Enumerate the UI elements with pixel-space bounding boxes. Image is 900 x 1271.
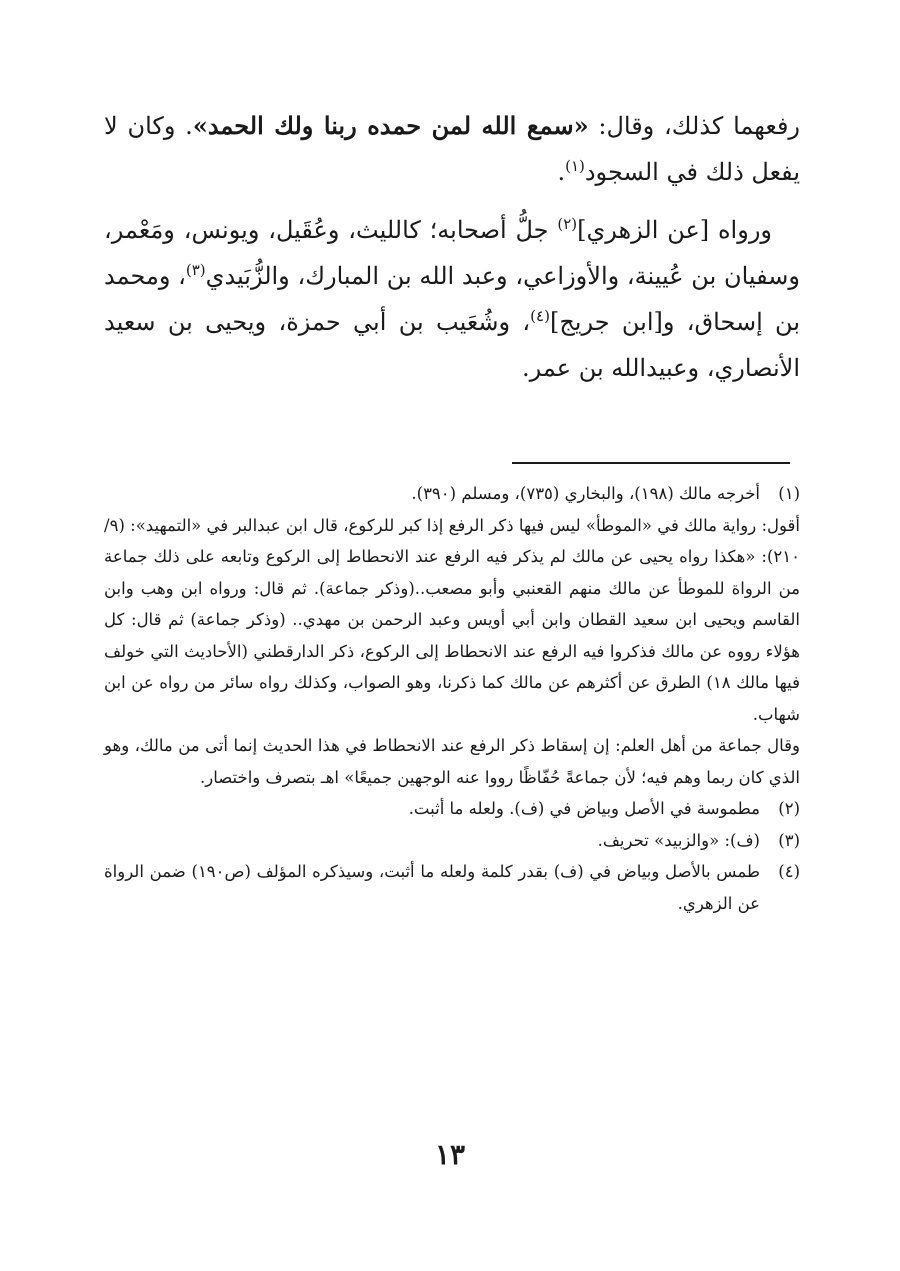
p1-quote: «سمع الله لمن حمده ربنا ولك الحمد» [192, 111, 589, 140]
footnote-separator [512, 462, 790, 464]
p1-text-end: . [557, 158, 566, 186]
footnote-number: (١) [778, 484, 800, 503]
footnote-ref-1: (١) [565, 157, 585, 175]
footnote-1-continuation: أقول: رواية مالك في «الموطأ» ليس فيها ذكر الرفع إذا كبر للركوع، قال ابن عبدالبر في «التمهيد»: (٩/ ٢١٠): «هكذا رواه يحيى عن مالك لم يذكر فيه الرفع عند الانحطاط إلى الركوع وتابعه على ذلك جماعة من الرواة للموطأ عن مالك منهم القعنبي وأبو مصعب..(وذكر جماعة). ثم قال: ورواه ابن وهب وابن القاسم ويحيى ابن سعيد القطان وابن أبي أويس وعبد الرحمن بن مهدي.. (وذكر جماعة) ثم قال: كل هؤلاء رووه عن مالك فذكروا فيه الرفع عند الانحطاط إلى الركوع، ذكر الدارقطني (الأحاديث التي خولف فيها مالك ١٨) الطرق عن أكثرهم عن مالك كما ذكرنا، وهو الصواب، وكذلك رواه سائر من رواه عن ابن شهاب. [104, 515, 800, 724]
p1-text-middle: . وكان لا يفعل ذلك في السجود [104, 112, 800, 186]
footnote-text: طمس بالأصل وبياض في (ف) بقدر كلمة ولعله ما أثبت، وسيذكره المؤلف (ص١٩٠) ضمن الرواة عن الزهري. [104, 862, 761, 913]
p1-text-start: رفعهما كذلك، وقال: [588, 112, 801, 140]
footnote-text: أخرجه مالك (١٩٨)، والبخاري (٧٣٥)، ومسلم (٣٩٠). [411, 484, 760, 503]
footnote-1 [104, 478, 800, 510]
footnote-ref-2: (٢) [557, 215, 578, 233]
footnote-number: (٣) [778, 830, 800, 850]
main-text [104, 103, 800, 391]
paragraph-2 [104, 207, 800, 391]
footnote-ref-4: (٤) [530, 307, 550, 325]
p2-text-4: ، وشُعَيب بن أبي حمزة، ويحيى بن سعيد الأنصاري، وعبيدالله بن عمر. [104, 308, 800, 382]
p2-text-1: ورواه [عن الزهري] [577, 216, 772, 244]
footnote-text: مطموسة في الأصل وبياض في (ف). ولعله ما أثبت. [408, 799, 760, 818]
footnotes [104, 478, 800, 919]
footnote-4 [104, 856, 800, 919]
page-number: ١٣ [434, 1138, 466, 1171]
footnote-3 [104, 825, 800, 857]
footnote-ref-3: (٣) [185, 261, 206, 279]
footnote-1-continuation-2: وقال جماعة من أهل العلم: إن إسقاط ذكر الرفع عند الانحطاط في هذا الحديث إنما أتى من مالك، وهو الذي كان ربما وهم فيه؛ لأن جماعةً حُفّاظًا رووا عنه الوجهين جميعًا» اهـ بتصرف واختصار. [104, 736, 800, 787]
footnote-2 [104, 793, 800, 825]
footnote-number: (٤) [778, 862, 800, 881]
footnote-number: (٢) [778, 799, 800, 818]
footnote-text: (ف): «والزبيد» تحريف. [597, 830, 760, 850]
p2-text-2: جلُّ أصحابه؛ كالليث، وعُقَيل، ويونس، ومَعْمر، وسفيان بن عُيينة، والأوزاعي، وعبد الله بن المبارك، والزُّبَيدي [104, 216, 800, 290]
paragraph-1 [104, 103, 800, 195]
p2-text-3: ، ومحمد بن إسحاق، و[ابن جريج] [104, 262, 801, 336]
